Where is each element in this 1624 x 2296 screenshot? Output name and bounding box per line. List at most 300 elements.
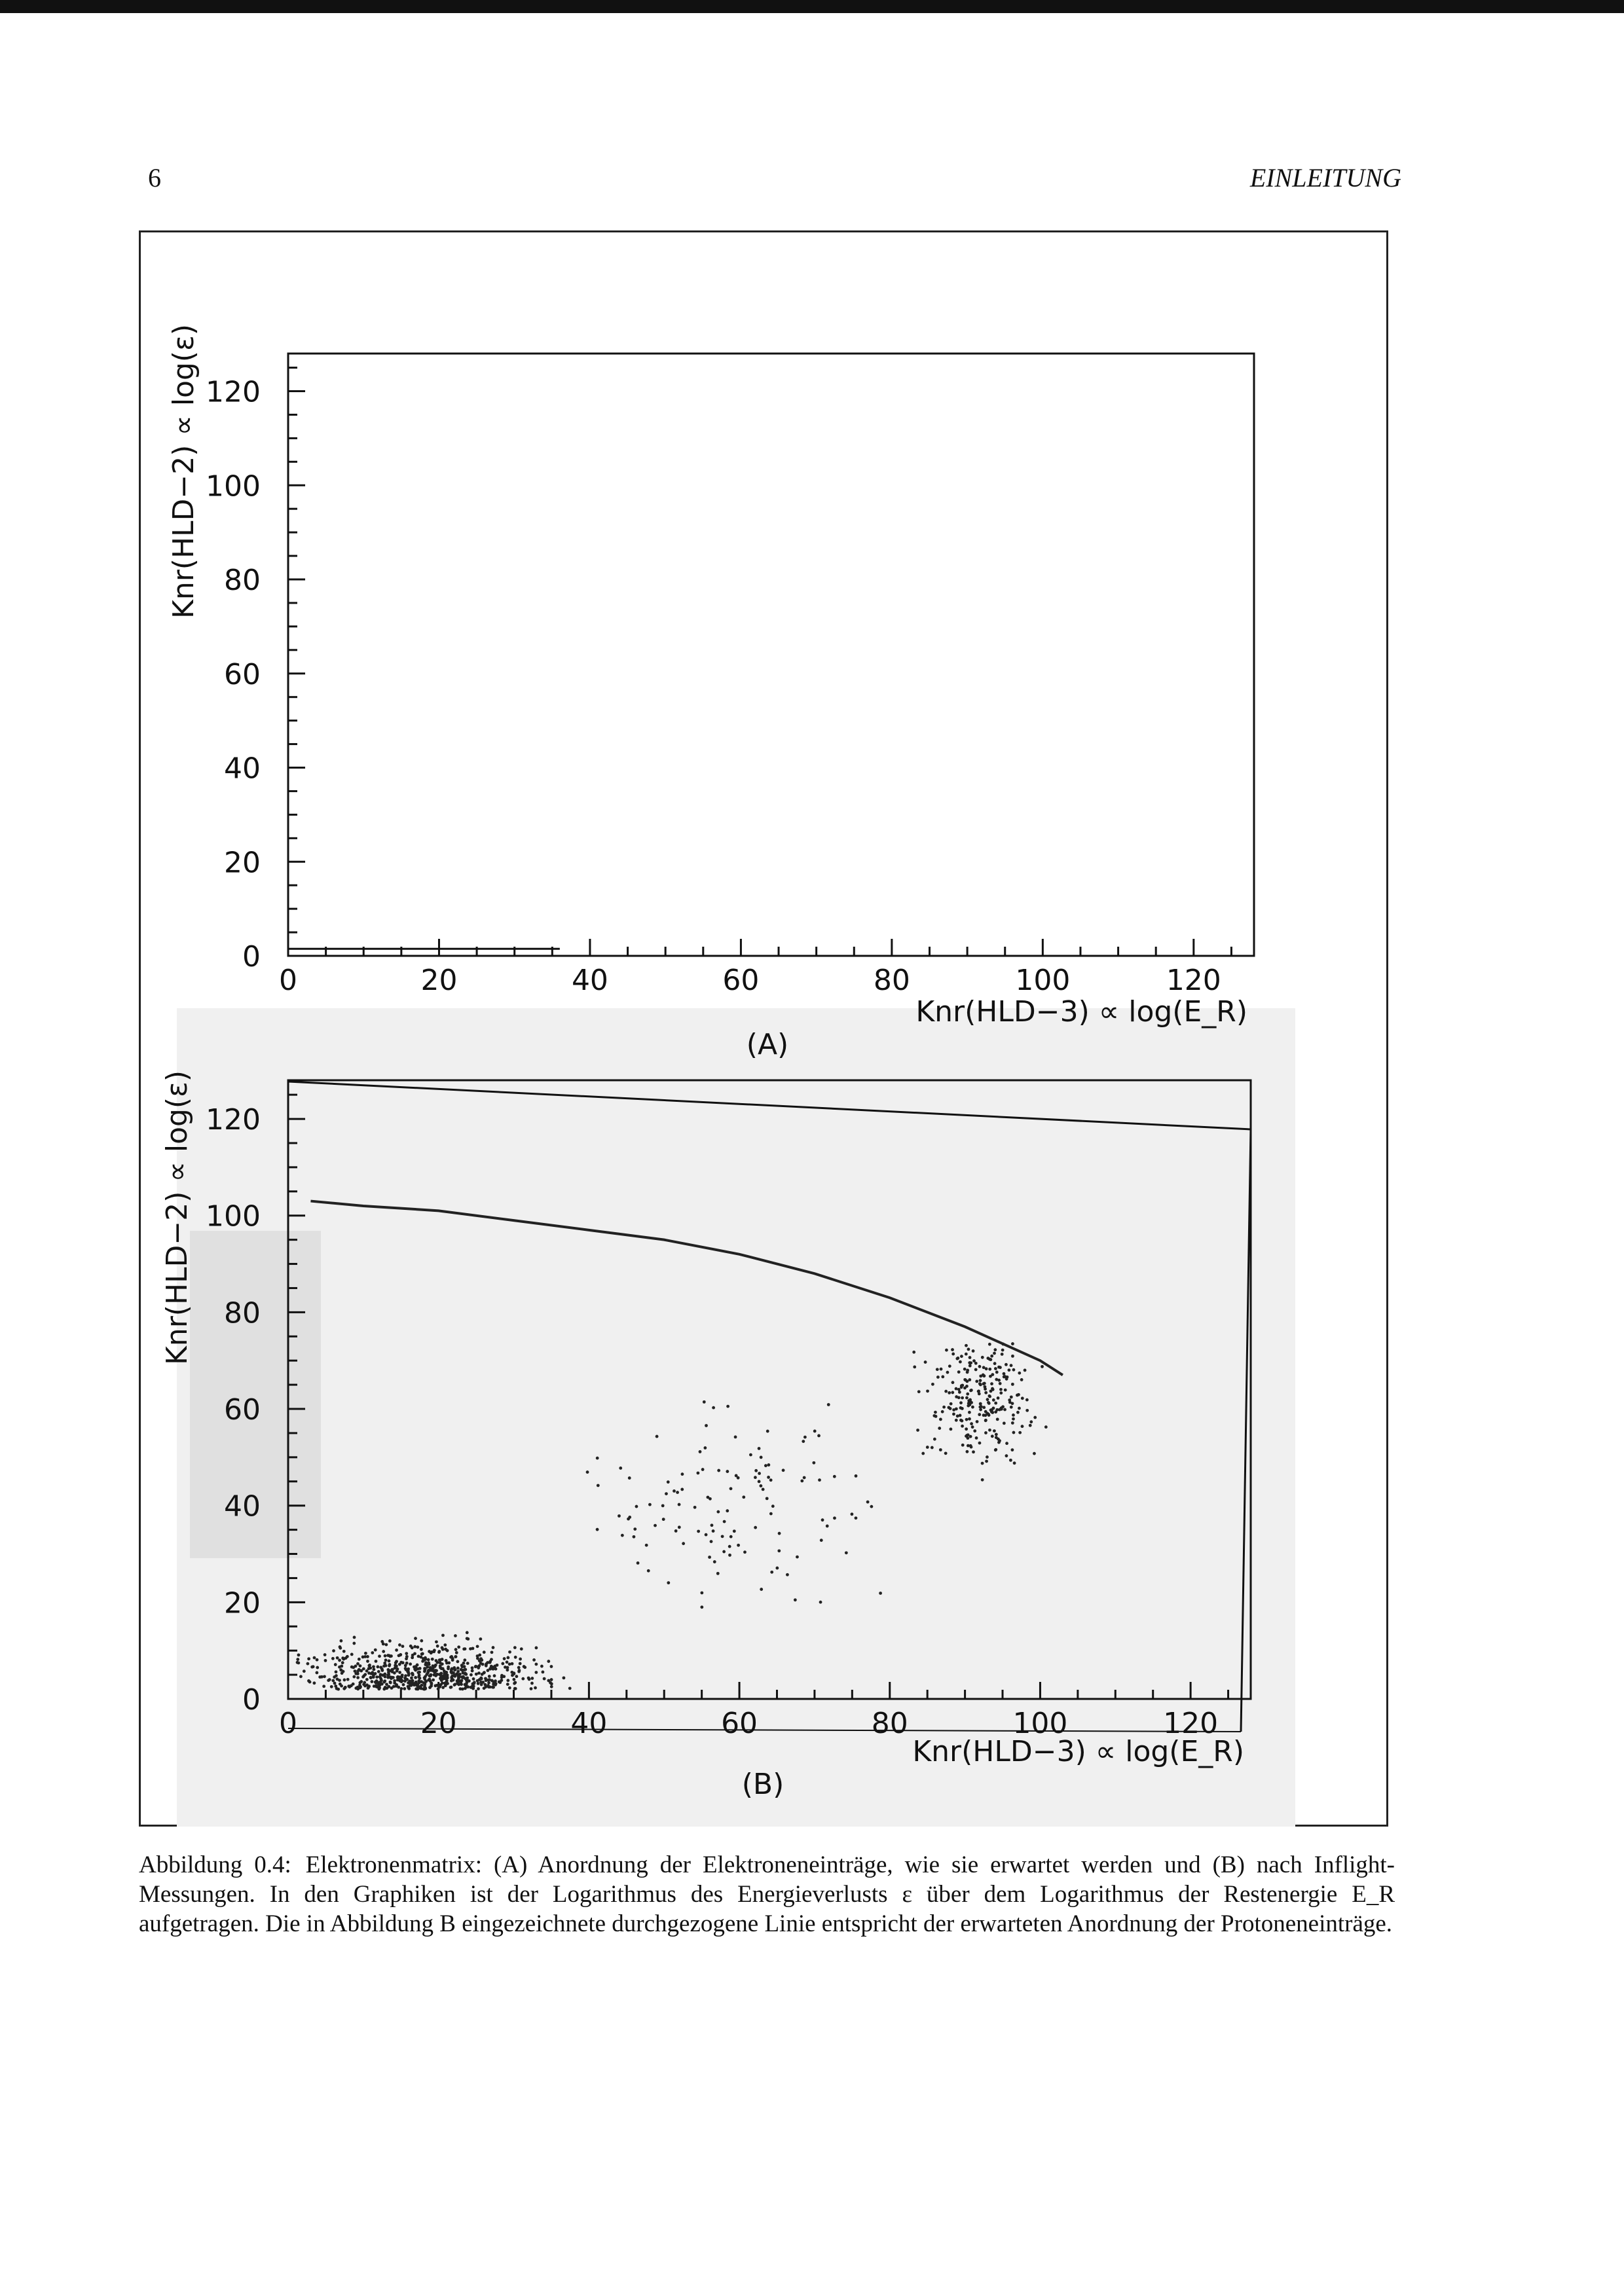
data-point [430,1669,433,1672]
data-point [359,1664,362,1667]
data-point [481,1681,485,1684]
panel-b-y-tick-label: 40 [224,1489,261,1523]
data-point [331,1657,335,1660]
data-point [372,1665,375,1668]
data-point [944,1451,948,1455]
data-point [297,1662,300,1665]
data-point [532,1658,536,1662]
data-point [996,1417,999,1421]
data-point [648,1503,652,1506]
data-point [997,1438,1000,1441]
data-point [416,1686,420,1690]
data-point [411,1654,415,1657]
data-point [411,1679,414,1683]
data-point [941,1376,944,1379]
data-point [472,1677,475,1681]
panel-a-y-tick-label: 40 [224,752,261,786]
data-point [384,1654,387,1658]
data-point [701,1468,705,1471]
data-point [421,1652,424,1656]
data-point [758,1480,761,1483]
data-point [328,1678,331,1681]
data-point [760,1588,763,1591]
data-point [619,1467,622,1470]
data-point [708,1556,711,1559]
data-point [320,1675,323,1679]
data-point [490,1650,494,1654]
data-point [454,1648,458,1651]
data-point [310,1666,314,1669]
data-point [363,1681,366,1685]
data-point [478,1654,481,1657]
data-point [502,1675,506,1678]
data-point [339,1668,342,1671]
data-point [540,1665,544,1668]
data-point [957,1370,961,1374]
data-point [506,1679,509,1682]
data-point [486,1669,489,1672]
data-point [967,1347,970,1351]
data-point [1001,1353,1004,1356]
data-point [982,1413,986,1417]
data-point [303,1669,306,1673]
data-point [700,1592,703,1595]
data-point [324,1659,327,1662]
data-point [466,1637,469,1640]
overlay-edge-right [1241,1129,1251,1732]
data-point [975,1380,978,1383]
data-point [307,1657,310,1660]
data-point [477,1671,481,1675]
data-point [965,1344,968,1347]
data-point [413,1645,416,1649]
data-point [316,1658,319,1662]
data-point [1029,1424,1032,1427]
panel-b-tick-labels [206,1103,1218,1740]
panel-a-y-tick-label: 80 [224,564,261,597]
data-point [959,1360,962,1364]
data-point [673,1489,676,1493]
data-point [945,1349,948,1352]
data-point [414,1637,417,1640]
data-point [749,1453,752,1457]
data-point [348,1685,351,1688]
data-point [966,1369,969,1372]
data-point [443,1676,446,1679]
data-point [778,1532,781,1535]
data-point [990,1355,993,1358]
data-point [476,1679,479,1683]
data-point [367,1664,371,1667]
data-point [430,1673,433,1677]
data-point [1016,1411,1020,1414]
data-point [965,1450,969,1453]
data-point [433,1649,436,1652]
data-point [403,1687,406,1690]
data-point [951,1348,954,1351]
data-point [705,1533,708,1537]
data-point [423,1676,426,1679]
data-point [988,1368,991,1371]
data-point [993,1362,997,1365]
data-point [519,1662,522,1666]
data-point [379,1673,382,1676]
panel-b-xlabel: Knr(HLD−3) ∝ log(E_R) [912,1735,1244,1768]
data-point [794,1598,797,1601]
data-point [993,1429,996,1432]
data-point [341,1656,344,1660]
data-point [1005,1454,1008,1457]
data-point [479,1637,482,1641]
data-point [416,1683,420,1686]
data-point [415,1666,418,1669]
data-point [418,1667,422,1670]
data-point [454,1655,457,1658]
data-point [976,1420,979,1423]
panel-a-y-tick-label: 0 [242,940,261,974]
panel-b-points [296,1342,1048,1690]
data-point [517,1666,521,1669]
panel-b-x-tick-label: 0 [279,1707,297,1740]
data-point [997,1396,1000,1400]
data-point [354,1669,357,1673]
data-point [754,1526,757,1529]
panel-b-x-tick-label: 120 [1163,1707,1219,1740]
panel-b-y-tick-label: 120 [206,1103,261,1137]
data-point [833,1475,836,1478]
data-point [845,1551,848,1554]
data-point [931,1383,934,1386]
data-point [380,1667,384,1671]
data-point [618,1514,621,1518]
data-point [950,1402,953,1406]
data-point [388,1664,391,1667]
data-point [1018,1372,1021,1375]
data-point [358,1658,361,1661]
data-point [759,1484,762,1487]
data-point [769,1478,773,1482]
data-point [978,1393,981,1396]
data-point [456,1675,460,1678]
data-point [363,1655,367,1658]
data-point [339,1647,342,1650]
data-point [398,1679,401,1683]
panel-a-x-tick-label: 120 [1166,964,1221,997]
data-point [341,1661,344,1664]
data-point [985,1460,988,1463]
data-point [400,1687,403,1690]
data-point [999,1391,1003,1394]
data-point [982,1406,986,1409]
data-point [1021,1425,1024,1428]
data-point [771,1504,775,1508]
data-point [530,1682,534,1685]
data-point [1024,1369,1027,1372]
data-point [680,1488,684,1491]
data-point [475,1673,478,1676]
data-point [543,1677,546,1681]
data-point [970,1389,973,1392]
data-point [586,1470,589,1474]
data-point [1012,1413,1015,1417]
panel-a-x-tick-label: 80 [873,964,910,997]
data-point [693,1506,697,1509]
data-point [456,1667,460,1670]
data-point [722,1550,726,1554]
data-point [401,1645,405,1648]
data-point [981,1478,984,1482]
data-point [372,1675,375,1679]
data-point [936,1368,939,1371]
data-point [966,1379,969,1383]
data-point [333,1682,337,1685]
data-point [990,1382,993,1385]
data-point [726,1509,729,1512]
data-point [352,1675,356,1679]
data-point [477,1687,480,1690]
data-point [439,1661,442,1664]
data-point [447,1667,450,1670]
data-point [461,1676,464,1679]
data-point [396,1667,399,1671]
data-point [979,1374,982,1377]
data-point [492,1646,495,1649]
data-point [705,1424,708,1427]
data-point [726,1470,729,1473]
data-point [1005,1363,1008,1366]
data-point [855,1474,858,1478]
data-point [506,1683,509,1686]
data-point [523,1666,526,1669]
data-point [521,1677,525,1681]
data-point [398,1671,401,1674]
data-point [489,1685,492,1688]
data-point [464,1683,467,1686]
data-point [999,1366,1002,1369]
data-point [941,1410,944,1413]
data-point [1004,1389,1007,1392]
data-point [429,1666,432,1669]
data-point [446,1649,449,1652]
data-point [777,1549,781,1552]
data-point [796,1556,799,1559]
data-point [655,1435,659,1438]
data-point [336,1656,339,1660]
data-point [455,1651,458,1654]
data-point [979,1408,982,1412]
data-point [700,1605,703,1609]
data-point [417,1654,420,1658]
data-point [986,1455,989,1459]
data-point [402,1683,405,1686]
panel-a-y-tick-label: 60 [224,657,261,691]
data-point [1033,1452,1036,1455]
data-point [487,1681,490,1685]
data-point [1029,1420,1033,1423]
data-point [968,1417,971,1421]
data-point [369,1676,373,1679]
data-point [948,1364,951,1368]
data-point [527,1677,530,1680]
data-point [447,1661,451,1664]
data-point [358,1681,361,1685]
data-point [970,1422,973,1425]
data-point [506,1660,509,1664]
running-head: EINLEITUNG [1249,163,1401,192]
data-point [851,1512,854,1516]
data-point [365,1683,369,1686]
data-point [424,1658,428,1661]
data-point [713,1560,716,1563]
data-point [999,1388,1003,1391]
data-point [717,1469,720,1472]
data-point [762,1488,765,1491]
data-point [676,1491,679,1494]
data-point [476,1645,479,1648]
data-point [723,1520,726,1523]
data-point [934,1411,937,1414]
data-point [344,1686,347,1689]
data-point [993,1348,997,1351]
data-point [489,1661,492,1664]
data-point [973,1429,976,1432]
data-point [449,1656,452,1659]
data-point [550,1685,553,1688]
data-point [992,1398,995,1402]
data-point [678,1503,681,1506]
data-point [1003,1372,1006,1376]
data-point [924,1360,927,1364]
data-point [812,1461,815,1465]
data-point [410,1676,413,1679]
data-point [459,1681,462,1684]
data-point [407,1685,410,1688]
data-point [1011,1448,1014,1451]
data-point [968,1411,971,1414]
data-point [699,1450,702,1453]
panel-b-x-tick-label: 80 [871,1707,908,1740]
data-point [450,1669,453,1673]
data-point [716,1510,720,1514]
data-point [994,1367,997,1370]
data-point [972,1450,975,1453]
data-point [703,1446,707,1449]
data-point [388,1660,391,1663]
data-point [530,1687,533,1690]
data-point [316,1666,319,1669]
data-point [645,1544,648,1547]
data-point [994,1448,997,1451]
data-point [342,1650,346,1653]
data-point [767,1476,770,1479]
data-point [1018,1407,1021,1410]
data-point [508,1650,511,1654]
panel-a-tick-labels [206,376,1221,998]
data-point [866,1501,870,1504]
data-point [944,1390,948,1393]
panel-b-x-tick-label: 100 [1012,1707,1068,1740]
data-point [425,1662,428,1666]
data-point [855,1516,858,1520]
data-point [764,1464,767,1467]
data-point [441,1633,445,1637]
data-point [382,1688,386,1691]
data-point [378,1654,381,1658]
data-point [960,1355,963,1358]
data-point [974,1368,978,1372]
data-point [377,1670,380,1673]
data-point [508,1686,511,1690]
data-point [1025,1398,1029,1402]
data-point [361,1675,365,1679]
data-point [423,1683,426,1686]
data-point [957,1388,961,1391]
data-point [454,1634,457,1637]
data-point [313,1656,316,1660]
data-point [343,1679,346,1682]
data-point [350,1653,354,1656]
data-point [969,1364,972,1368]
data-point [380,1683,384,1686]
data-point [383,1673,386,1676]
data-point [661,1504,665,1507]
data-point [1018,1431,1022,1434]
data-point [389,1681,392,1684]
data-point [1000,1408,1003,1411]
data-point [942,1406,946,1409]
data-point [337,1688,340,1691]
data-point [827,1403,830,1406]
panel-a-label: (A) [746,1028,789,1061]
data-point [946,1371,950,1374]
data-point [986,1357,989,1360]
data-point [405,1657,408,1660]
data-point [461,1687,464,1690]
data-point [407,1672,411,1675]
data-point [952,1413,955,1416]
data-point [513,1646,517,1649]
panel-a-y-tick-label: 100 [206,469,261,503]
data-point [520,1647,523,1650]
data-point [534,1671,538,1674]
panel-a [167,324,1254,1061]
data-point [542,1671,545,1674]
data-point [488,1675,491,1678]
data-point [352,1642,356,1645]
data-point [766,1497,769,1500]
data-point [370,1680,373,1683]
data-point [471,1669,474,1673]
data-point [986,1398,989,1401]
data-point [434,1664,437,1667]
data-point [405,1668,408,1671]
data-point [988,1429,991,1432]
data-point [534,1686,537,1690]
data-point [424,1680,428,1683]
data-point [466,1662,470,1665]
data-point [734,1435,737,1438]
data-point [377,1683,380,1686]
data-point [991,1434,994,1438]
data-point [1001,1349,1005,1352]
data-point [383,1679,386,1683]
data-point [754,1476,757,1479]
data-point [403,1679,407,1683]
data-point [959,1414,962,1417]
data-point [513,1687,517,1690]
data-point [988,1343,991,1346]
data-point [384,1675,387,1679]
